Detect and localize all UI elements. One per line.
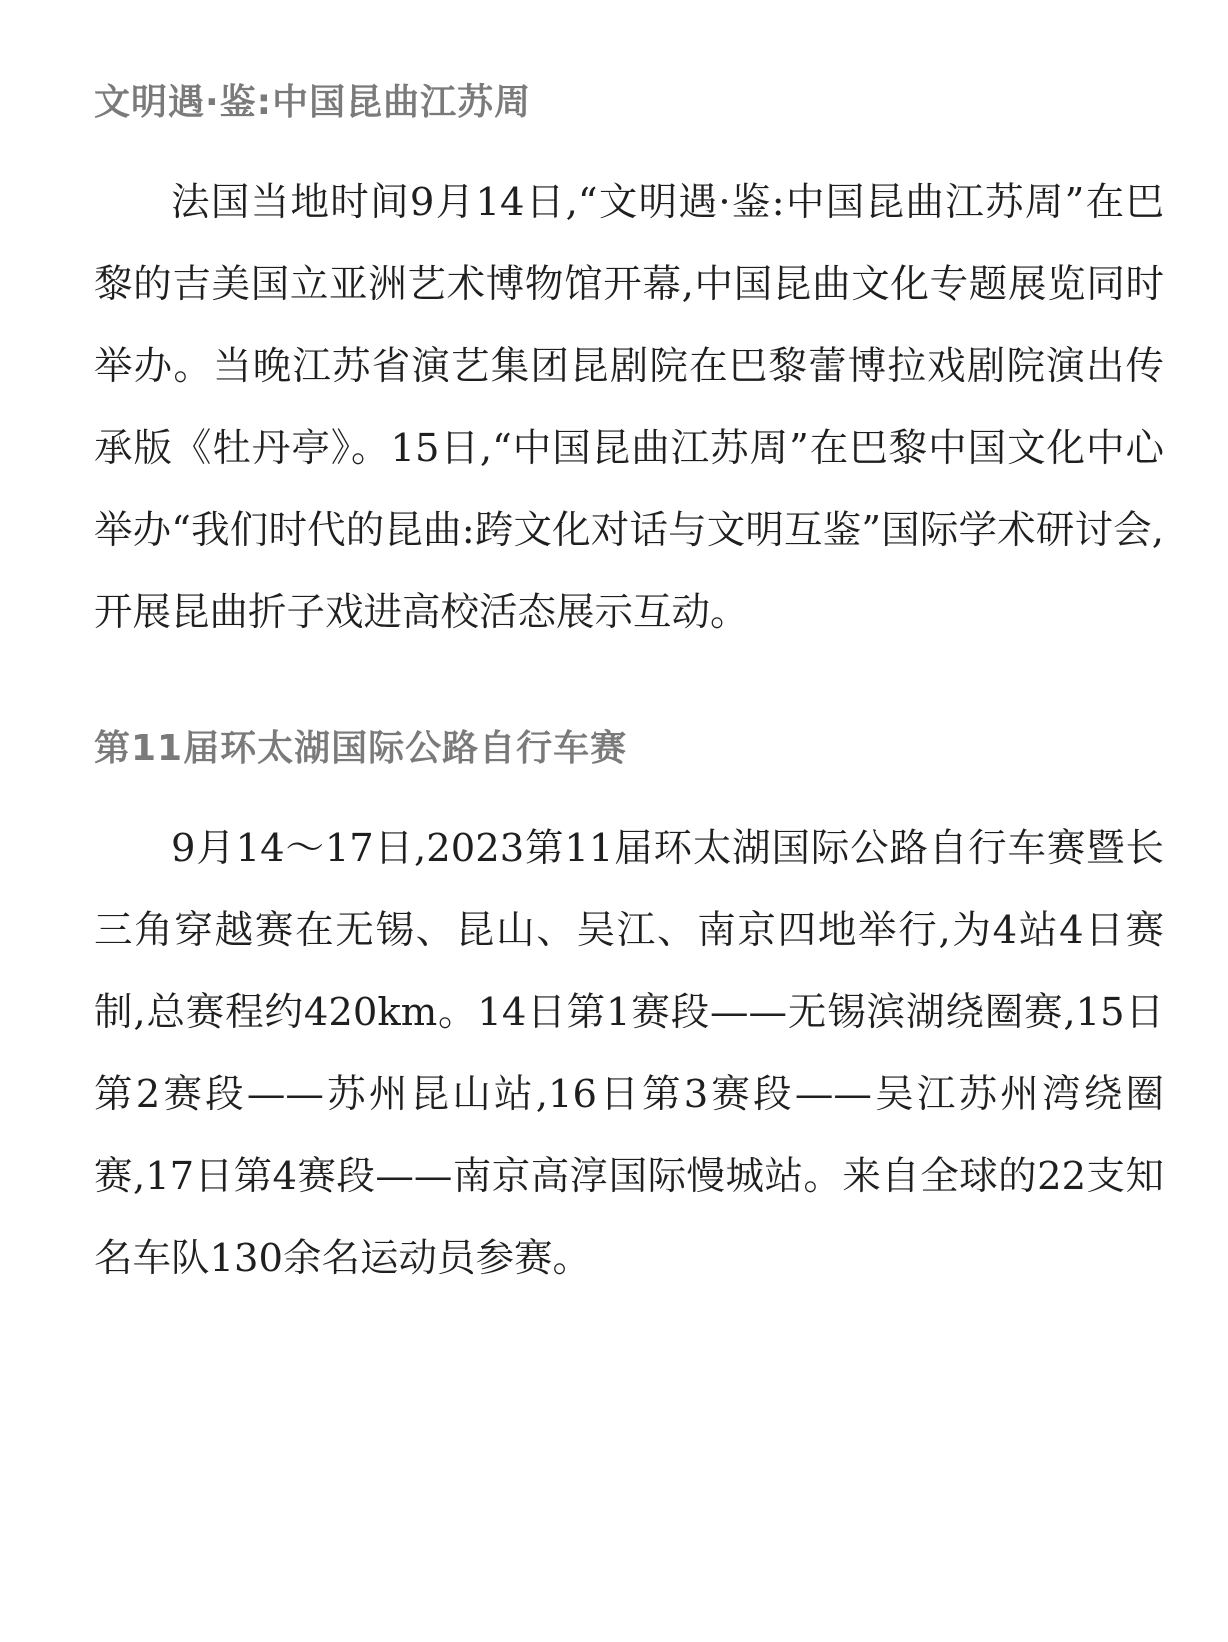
section-paragraph: 法国当地时间9月14日,“文明遇·鉴:中国昆曲江苏周”在巴黎的吉美国立亚洲艺术博物馆开幕,中国昆曲文化专题展览同时举办。当晚江苏省演艺集团昆剧院在巴黎蕾博拉戏剧院演出传承版《牡丹亭》。15日,“中国昆曲江苏周”在巴黎中国文化中心举办“我们时代的昆曲:跨文化对话与文明互鉴”国际学术研讨会,开展昆曲折子戏进高校活态展示互动。 bbox=[94, 180, 1164, 635]
section-kunqu-week bbox=[94, 78, 1164, 654]
section-paragraph: 9月14～17日,2023第11届环太湖国际公路自行车赛暨长三角穿越赛在无锡、昆山、吴江、南京四地举行,为4站4日赛制,总赛程约420km。14日第1赛段——无锡滨湖绕圈赛,15日第2赛段——苏州昆山站,16日第3赛段——吴江苏州湾绕圈赛,17日第4赛段——南京高淳国际慢城站。来自全球的22支知名车队130余名运动员参赛。 bbox=[94, 826, 1164, 1281]
section-taihu-cycling-race bbox=[94, 724, 1164, 1300]
section-title: 文明遇·鉴:中国昆曲江苏周 bbox=[94, 82, 532, 123]
section-title: 第11届环太湖国际公路自行车赛 bbox=[94, 728, 628, 769]
document-page bbox=[94, 78, 1164, 1300]
